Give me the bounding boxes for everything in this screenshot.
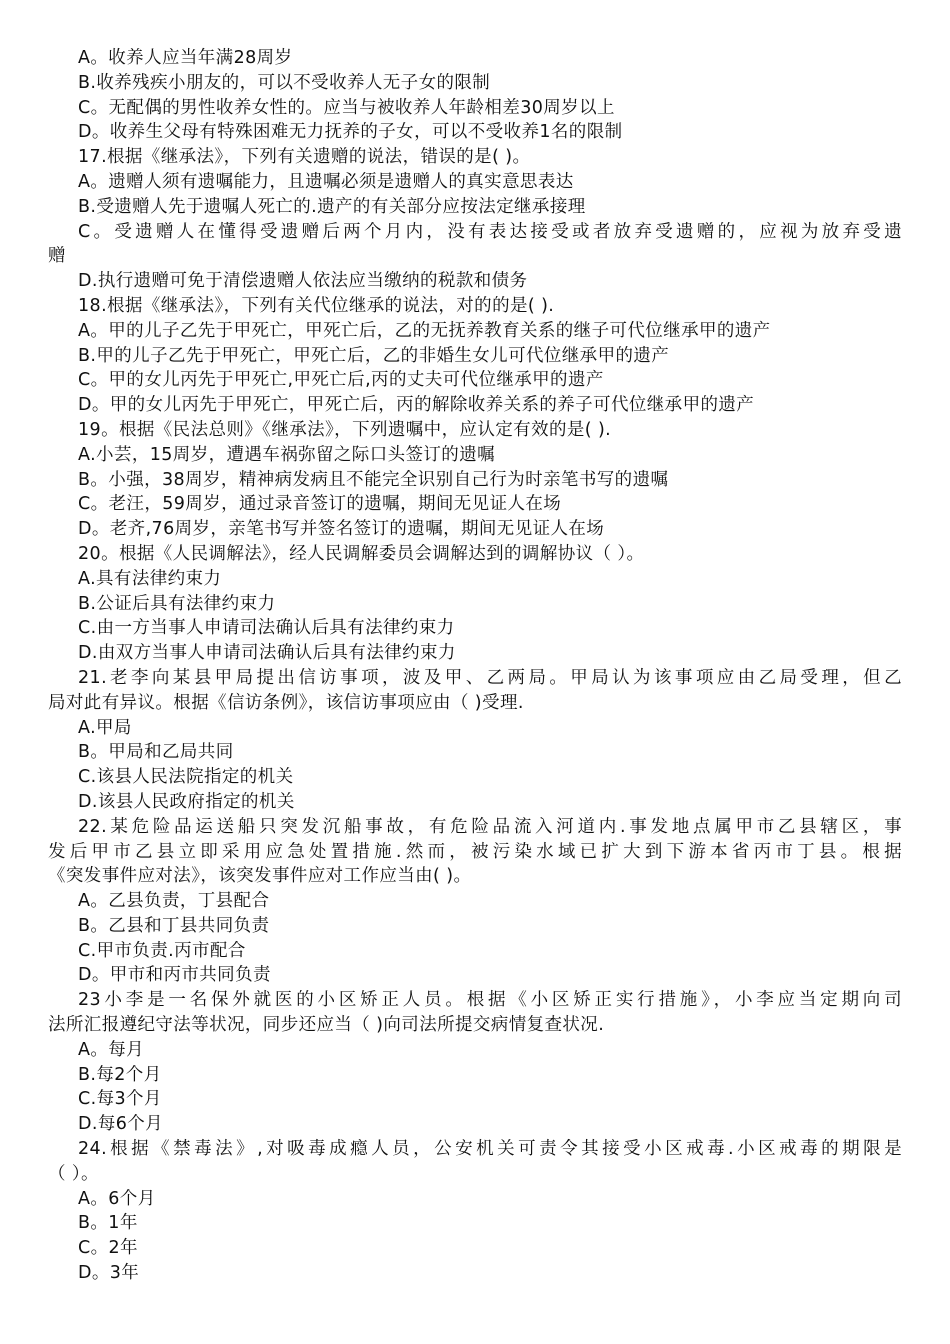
question-line: 18.根据《继承法》，下列有关代位继承的说法，对的的是( ). [78,295,555,316]
option-line: B。小强，38周岁，精神病发病且不能完全识别自己行为时亲笔书写的遗嘱 [78,469,669,490]
option-line: A。乙县负责，丁县配合 [78,891,270,912]
option-line: D。甲的女儿丙先于甲死亡，甲死亡后，丙的解除收养关系的养子可代位继承甲的遗产 [78,395,755,416]
option-line: C。无配偶的男性收养女性的。应当与被收养人年龄相差30周岁以上 [78,97,615,118]
question-line-continued: 法所汇报遵纪守法等状况，同步还应当（ )向司法所提交病情复查状况. [48,1015,605,1036]
option-line: D。3年 [78,1263,140,1284]
option-line: A。遗赠人须有遗嘱能力，且遗嘱必须是遗赠人的真实意思表达 [78,171,574,192]
option-line: C。老汪，59周岁，通过录音签订的遗嘱，期间无见证人在场 [78,494,562,515]
option-line: D.执行遗赠可免于清偿遗赠人依法应当缴纳的税款和债务 [78,271,528,292]
option-line: B.每2个月 [78,1064,162,1085]
question-line: 24.根据《禁毒法》,对吸毒成瘾人员，公安机关可责令其接受小区戒毒.小区戒毒的期限是 [78,1139,902,1160]
option-line: A。收养人应当年满28周岁 [78,48,293,68]
option-line: C.每3个月 [78,1089,162,1110]
option-line: C。甲的女儿丙先于甲死亡,甲死亡后,丙的丈夫可代位继承甲的遗产 [78,370,604,391]
option-line-continued: 赠 [48,246,66,267]
option-line: D。收养生父母有特殊困难无力抚养的子女，可以不受收养1名的限制 [78,122,623,143]
option-line: A.甲局 [78,717,132,738]
option-line: C.该县人民法院指定的机关 [78,767,294,788]
question-line: 17.根据《继承法》，下列有关遗赠的说法，错误的是( )。 [78,147,531,168]
option-line: C。2年 [78,1238,138,1259]
option-line: C.由一方当事人申请司法确认后具有法律约束力 [78,618,455,639]
option-line: B.收养残疾小朋友的，可以不受收养人无子女的限制 [78,72,491,93]
document-page [48,46,902,1286]
option-line: D.该县人民政府指定的机关 [78,791,295,812]
option-line: A。甲的儿子乙先于甲死亡，甲死亡后，乙的无抚养教育关系的继子可代位继承甲的遗产 [78,320,771,341]
option-line: D。甲市和丙市共同负责 [78,965,271,986]
question-line-continued: 《突发事件应对法》，该突发事件应对工作应当由( )。 [48,866,472,887]
option-line: D.每6个月 [78,1114,164,1135]
question-line: 20。根据《人民调解法》，经人民调解委员会调解达到的调解协议（ ）。 [78,543,645,564]
question-line: 22.某危险品运送船只突发沉船事故，有危险品流入河道内.事发地点属甲市乙县辖区，事 [78,816,902,837]
option-line: A。每月 [78,1039,145,1060]
question-line: 19。根据《民法总则》《继承法》，下列遗嘱中，应认定有效的是( ). [78,419,612,440]
option-line: C.甲市负责.丙市配合 [78,940,246,961]
question-line: 23小李是一名保外就医的小区矫正人员。根据《小区矫正实行措施》，小李应当定期向司 [78,990,902,1011]
option-line: B.受遗赠人先于遗嘱人死亡的.遗产的有关部分应按法定继承接理 [78,196,586,217]
option-line: B。乙县和丁县共同负责 [78,915,270,936]
question-line: 21.老李向某县甲局提出信访事项，波及甲、乙两局。甲局认为该事项应由乙局受理，但乙 [78,667,902,688]
option-line: B。1年 [78,1213,138,1234]
option-line: A。6个月 [78,1188,156,1209]
option-line: B。甲局和乙局共同 [78,742,234,763]
option-line: B.甲的儿子乙先于甲死亡，甲死亡后，乙的非婚生女儿可代位继承甲的遗产 [78,345,670,366]
option-line: A.小芸，15周岁，遭遇车祸弥留之际口头签订的遗嘱 [78,444,495,465]
option-line: C。受遗赠人在懂得受遗赠后两个月内，没有表达接受或者放弃受遗赠的，应视为放弃受遗 [78,221,902,242]
option-line: D.由双方当事人申请司法确认后具有法律约束力 [78,643,456,664]
question-line-continued: 局对此有异议。根据《信访条例》，该信访事项应由（ )受理. [48,692,524,713]
option-line: D。老齐,76周岁，亲笔书写并签名签订的遗嘱，期间无见证人在场 [78,519,605,540]
question-line-continued: 发后甲市乙县立即采用应急处置措施.然而，被污染水域已扩大到下游本省丙市丁县。根据 [48,841,902,862]
option-line: A.具有法律约束力 [78,568,222,589]
option-line: B.公证后具有法律约束力 [78,593,276,614]
question-line-continued: （ ）。 [48,1163,99,1184]
